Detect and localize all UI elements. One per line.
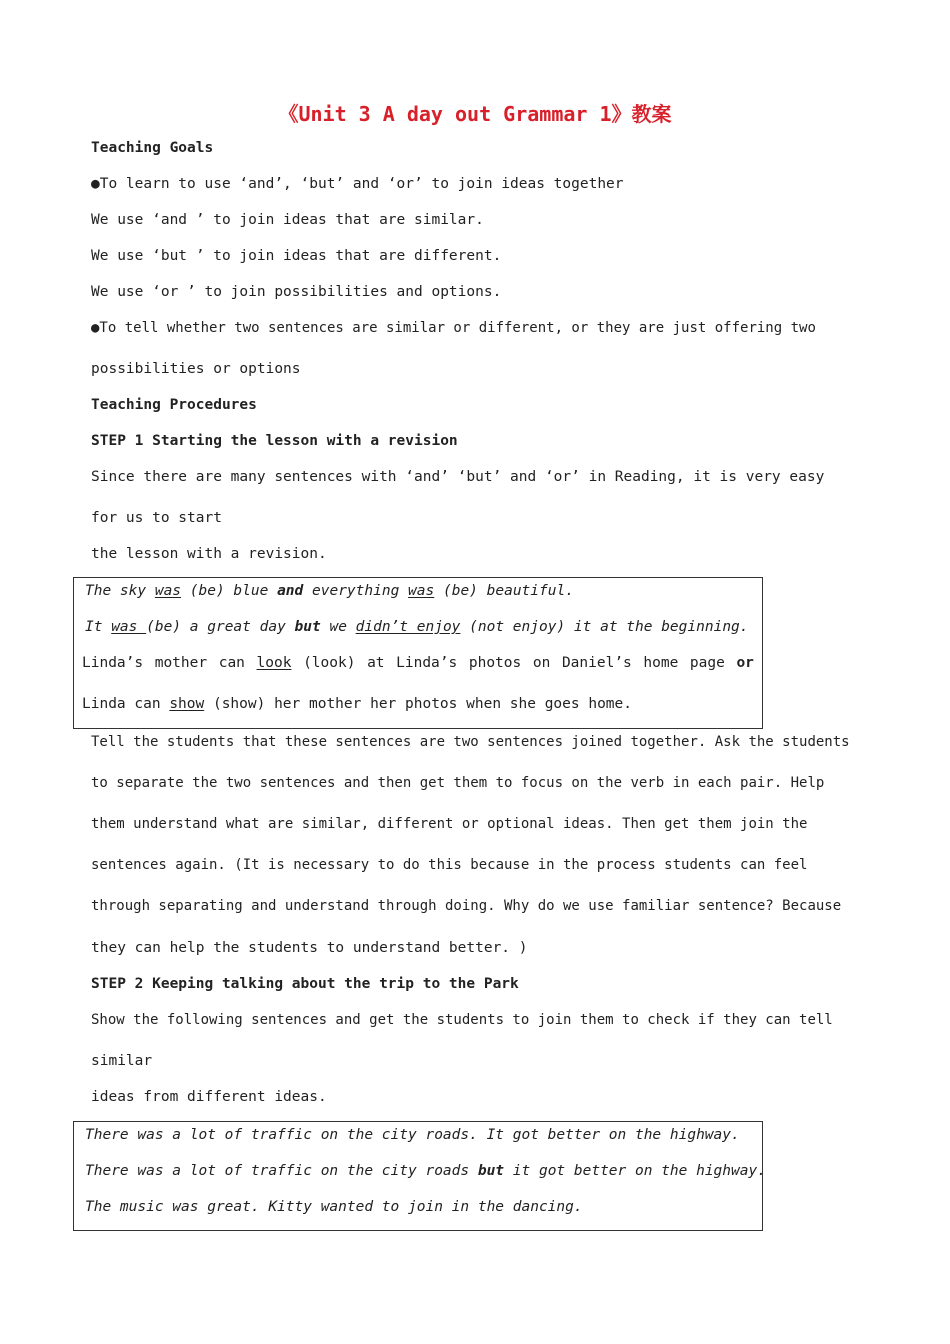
use-and-line: We use ‘and ’ to join ideas that are similar. [91, 212, 484, 228]
step-1-explanation-line-3: them understand what are similar, different or optional ideas. Then get them join the [91, 816, 808, 832]
step-2-paragraph-line-1: Show the following sentences and get the students to join them to check if they can tell [91, 1012, 833, 1028]
step-1-explanation-line-4: sentences again. (It is necessary to do this because in the process students can feel [91, 857, 808, 873]
box1-sentence-3: Linda’s mother can look (look) at Linda’s photos on Daniel’s home page or [82, 655, 754, 671]
step-1-explanation-line-2: to separate the two sentences and then get them to focus on the verb in each pair. Help [91, 775, 825, 791]
use-or-line: We use ‘or ’ to join possibilities and options. [91, 284, 502, 300]
teaching-goals-heading: Teaching Goals [91, 140, 214, 156]
step-1-heading: STEP 1 Starting the lesson with a revision [91, 433, 458, 449]
box1-sentence-4: Linda can show (show) her mother her photos when she goes home. [82, 696, 632, 712]
example-box-2 [73, 1121, 766, 1231]
step-1-explanation-line-6: they can help the students to understand better. ) [91, 940, 528, 956]
step-1-paragraph-line-1: Since there are many sentences with ‘and’ ‘but’ and ‘or’ in Reading, it is very easy [91, 469, 825, 485]
box2-sentence-1: There was a lot of traffic on the city roads. It got better on the highway. [85, 1127, 740, 1143]
use-but-line: We use ‘but ’ to join ideas that are different. [91, 248, 502, 264]
step-2-heading: STEP 2 Keeping talking about the trip to the Park [91, 976, 519, 992]
step-1-paragraph-line-3: the lesson with a revision. [91, 546, 327, 562]
box2-sentence-2: There was a lot of traffic on the city roads but it got better on the highway. [85, 1163, 766, 1179]
box1-sentence-2: It was (be) a great day but we didn’t enjoy (not enjoy) it at the beginning. [85, 619, 749, 635]
goal-2-line-1: ●To tell whether two sentences are similar or different, or they are just offering two [91, 320, 816, 336]
step-1-explanation-line-5: through separating and understand through doing. Why do we use familiar sentence? Because [91, 898, 842, 914]
step-2-paragraph-line-2: similar [91, 1053, 153, 1069]
example-box-1 [73, 577, 763, 729]
step-1-explanation-line-1: Tell the students that these sentences are two sentences joined together. Ask the students [91, 734, 850, 750]
step-2-paragraph-line-3: ideas from different ideas. [91, 1089, 327, 1105]
goal-1: ●To learn to use ‘and’, ‘but’ and ‘or’ to join ideas together [91, 176, 624, 192]
step-1-paragraph-line-2: for us to start [91, 510, 222, 526]
box1-sentence-1: The sky was (be) blue and everything was (be) beautiful. [85, 583, 574, 599]
page-title: 《Unit 3 A day out Grammar 1》教案 [278, 102, 672, 126]
teaching-procedures-heading: Teaching Procedures [91, 397, 257, 413]
box2-sentence-3: The music was great. Kitty wanted to join in the dancing. [85, 1199, 583, 1215]
goal-2-line-2: possibilities or options [91, 361, 301, 377]
